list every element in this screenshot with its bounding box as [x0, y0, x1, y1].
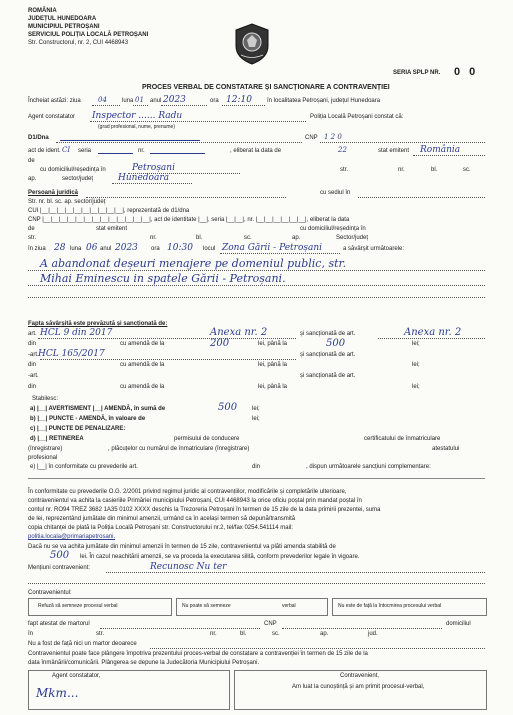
hw-fact-line-1: A abandonat deșeuri menajere pe domeniul public, str.	[40, 257, 347, 270]
cannot-sign-text-b: verbal	[282, 603, 296, 609]
sanction-a-lei: lei;	[252, 406, 260, 412]
hw-state: România	[420, 145, 461, 155]
provision-row-6-amount: cu amendă de la	[120, 384, 165, 390]
witness-bl: bl.	[240, 631, 247, 637]
provision-row-4-upto: lei, până la	[258, 362, 288, 368]
header-romania: ROMÂNIA	[28, 8, 57, 14]
header-serviciu: SERVICIUL POLIȚIA LOCALĂ PETROȘANI	[28, 32, 149, 38]
witness-nr: nr.	[210, 631, 217, 637]
provision-row-6-upto: lei, până la	[258, 384, 288, 390]
issued-by-label: de	[28, 158, 35, 164]
hw-provision-3: HCL 165/2017	[38, 349, 105, 359]
sanction-d-plates: , plăcuțelor cu numărul de înmatriculare (înregistrare)	[108, 446, 250, 452]
email-link[interactable]: politia.locala@primariapetrosani.	[28, 534, 116, 540]
witness-sc: sc.	[272, 631, 280, 637]
hw-provision-1: HCL 9 din 2017	[40, 328, 113, 338]
sanction-d-atest: atestatului	[432, 446, 460, 452]
sanction-d-reg: (înregistrare)	[28, 446, 63, 452]
witness-ap: ap.	[320, 631, 329, 637]
hw-half-amount: 500	[50, 550, 70, 561]
hw-agent: Inspector ...... Radu	[92, 111, 183, 121]
acknowledge-label: Am luat la cunoștință și am primit procesul-verbal,	[292, 684, 425, 690]
sanction-d-cert: certificatului de înmatriculare	[364, 436, 441, 442]
hw-fine-amount: 500	[218, 402, 238, 413]
offense-provided-title: Fapta săvârșită este prevăzută și sancționată de:	[28, 321, 168, 327]
provision-row-2-upto: lei, până la	[258, 341, 288, 347]
header-municipiu: MUNICIPIUL PETROȘANI	[28, 24, 100, 30]
document-title: PROCES VERBAL DE CONSTATARE ȘI SANCȚIONARE A CONTRAVENȚIEI	[142, 84, 390, 91]
series-label: SERIA SPLP NR.	[393, 70, 441, 76]
provision-row-6-din: din	[28, 384, 37, 390]
sanction-e-compl: , dispun următoarele sancțiuni complementare:	[306, 464, 431, 470]
locality-label: în localitatea Petroșani, județul Hunedoara	[267, 98, 381, 104]
concluded-on-label: Încheiat astăzi: ziua	[28, 98, 81, 104]
hw-provision-1b: Anexa nr. 2	[210, 327, 268, 338]
legal-addr-bl: bl.	[196, 235, 203, 241]
hw-offense-hour: 10:30	[167, 243, 193, 253]
complaint-text-1: Contravenientul poate face plângere împotriva prezentului proces-verbal de constatare a contravenției în termen de 15 zile de la	[28, 651, 368, 657]
hw-offense-day: 28	[54, 243, 66, 253]
hw-year: 2023	[163, 95, 186, 105]
provision-row-1-art: art.	[28, 331, 37, 337]
hw-city: Petroșani	[132, 163, 175, 173]
series-value: 0 0	[454, 66, 479, 78]
witness-domicile: domiciliul	[446, 621, 471, 627]
header-adresa: Str. Constructorul, nr. 2, CUI 4468943	[28, 40, 129, 46]
sanction-b: b) |__| PUNCTE - AMENDĂ, în valoare de	[30, 416, 146, 422]
legal-text-3: contul nr. RO94 TREZ 3682 1A35 0102 XXXX deschis la Trezoreria Petroșani în termen de 15 zile de la data primirii prezentei, suma	[28, 507, 381, 513]
issued-label: , eliberat la data de	[230, 148, 282, 154]
contra-sign-label: Contravenient,	[340, 673, 380, 679]
nr-label: nr.	[398, 167, 405, 173]
in-day-label: în ziua	[28, 246, 46, 252]
witness-str: str.	[96, 631, 105, 637]
hour-label: ora	[210, 98, 219, 104]
issued-line-state: stat emitent	[96, 226, 128, 232]
police-seal-icon	[232, 22, 272, 66]
hw-mentions: Recunosc Nu ter	[150, 562, 227, 572]
sc-label: sc.	[463, 167, 471, 173]
provision-row-3-sanct: și sancționată de art.	[300, 352, 356, 358]
witness-cnp: CNP	[264, 621, 277, 627]
hw-provision-1c: Anexa nr. 2	[404, 327, 462, 338]
hw-max-fine: 500	[326, 338, 346, 349]
complaint-text-2: data înmânării/comunicării. Plângerea se depune la Judecătoria Municipiului Petroșani.	[28, 660, 260, 666]
legal-text-2: contravenientul va achita la casieriile Primăriei municipiului Petroșani, CUI 4468943 la orice oficiu poștal prin mandat poștal în	[28, 498, 362, 504]
provision-row-2-din: din	[28, 341, 37, 347]
legal-street-line: Str. nr. bl. sc. ap. sector/județ	[28, 199, 106, 205]
legal-text-5: copia chitanței de plată la Poliția Locală Petroșani str. Constructorului nr.2, tel/fax 0254.541114 mail:	[28, 525, 293, 531]
hw-offense-month: 06	[86, 243, 98, 253]
sanction-b-lei: lei;	[252, 416, 260, 422]
legal-text-1: În conformitate cu prevederile O.G. 2/2001 privind regimul juridic al contravențiilor, modificările și completările ulterioare,	[28, 489, 347, 495]
witness-in: în	[28, 631, 34, 637]
month-label: luna	[122, 98, 134, 104]
no-witness: Nu a fost de față nici un martor deoarece	[28, 641, 137, 647]
sector-label: sector/județ	[62, 176, 94, 182]
legal-text-4: de lei, reprezentând jumătate din minimul amenzii, urmând ca în același termen să depună/transmită	[28, 516, 296, 522]
street-label: str.	[340, 167, 349, 173]
cnp-line: CNP |__|__|__|__|__|__|__|__|__|__|__|__|__|, act de identitate |__|, seria |__|__|, nr. |__|__|__|__|__|__|, eliberat la data	[28, 217, 350, 223]
refuse-sign-text: Refuză să semneze procesul verbal	[38, 603, 118, 609]
provision-row-1-sanct: și sancționată de art.	[300, 331, 356, 337]
hw-day: 04	[98, 96, 107, 104]
legal-addr-str: str.	[28, 235, 37, 241]
not-present-text: Nu este de față la întocmirea procesului verbal	[338, 603, 442, 609]
place-label: locul	[203, 246, 216, 252]
offense-year-label: anul	[100, 246, 112, 252]
provision-row-5-art: -art.	[28, 373, 39, 379]
sanction-a: a) |__| AVERTISMENT |__| AMENDĂ, în sumă de	[30, 406, 166, 412]
sanction-c: c) |__| PUNCTE DE PENALIZARE:	[30, 426, 126, 432]
hw-ci: CI	[62, 146, 71, 154]
state-label: stat emitent	[378, 148, 410, 154]
sanction-d: d) |__| RETINEREA	[30, 436, 84, 442]
dl-dna-label: D1/Dna	[28, 135, 49, 141]
year-label: anul	[150, 98, 162, 104]
stabilesc-label: Stabilesc:	[32, 396, 59, 402]
provision-row-5-sanct: și sancționată de art.	[300, 373, 356, 379]
provision-row-2-amount: cu amendă de la	[120, 341, 165, 347]
provision-row-6-lei: lei;	[412, 384, 420, 390]
hw-cnp: 1 2 0	[324, 133, 342, 141]
cannot-sign-text: Nu poate să semneze	[182, 603, 231, 609]
hw-min-fine: 200	[210, 338, 230, 349]
legal-addr-sector: Sector/județ	[336, 235, 369, 241]
hw-issue-date: 22	[338, 146, 347, 154]
legal-person-label: Persoană juridică	[28, 190, 79, 196]
cui-line: CUI |__|__|__|__|__|__|__|__|__|__|, reprezentată de d1/dna	[28, 208, 190, 214]
committed-label: a săvârșit următoarele:	[343, 246, 405, 252]
domicile-label: cu domiciliul/reședința în	[40, 167, 106, 173]
issued-line-de: de	[28, 226, 35, 232]
legal-text-7: lei. În cazul neachitării amenzii, se va proceda la executarea silită, conform prevederilor legale în vigoare.	[80, 554, 360, 560]
hw-offense-year: 2023	[115, 243, 138, 253]
provision-row-3-art: -art.	[28, 352, 39, 358]
legal-text-6: Dacă nu se va achita jumătate din minimul amenzii în termen de 15 zile, contravenientul va plăti amenda stabilită de	[28, 544, 336, 550]
hw-hour: 12:10	[226, 95, 252, 105]
hw-place: Zona Gării - Petroșani	[222, 243, 323, 253]
issued-line-domicile: cu domiciliul/reședința în	[300, 226, 366, 232]
witness-jud: jud.	[368, 631, 378, 637]
hw-month: 01	[135, 96, 144, 104]
cnp-label: CNP	[305, 135, 318, 141]
hw-agent-signature: Mkm...	[36, 686, 79, 700]
mentions-label: Mențiuni contravenient:	[28, 565, 91, 571]
legal-addr-nr: nr.	[150, 235, 157, 241]
id-nr-label: nr.	[138, 148, 145, 154]
agent-label: Agent constatator	[28, 114, 76, 120]
sanction-e: e) |__| în conformitate cu prevederile art.	[30, 464, 138, 470]
legal-addr-ap: ap.	[292, 235, 301, 241]
offense-month-label: luna	[70, 246, 82, 252]
agent-hint: (grad profesional, nume, prenume)	[98, 124, 175, 130]
contravenient-label: Contravenientul:	[28, 590, 72, 596]
header-judet: JUDEȚUL HUNEDOARA	[28, 16, 97, 22]
sanction-d-prof: profesional	[28, 455, 58, 461]
hw-fact-line-2: Mihai Eminescu in spatele Gării - Petroșani.	[40, 272, 286, 285]
bl-label: bl.	[431, 167, 438, 173]
provision-row-2-lei: lei;	[412, 341, 420, 347]
witness-label: fapt atestat de martorul	[28, 621, 90, 627]
offense-hour-label: ora	[151, 246, 160, 252]
headquarters-label: cu sediul în	[320, 190, 351, 196]
provision-row-4-din: din	[28, 362, 37, 368]
provision-row-4-amount: cu amendă de la	[120, 362, 165, 368]
ap-label: ap.	[28, 176, 37, 182]
series-field-label: seria	[78, 148, 92, 154]
legal-addr-sc: sc.	[244, 235, 252, 241]
police-label: Poliția Locală Petroșani constat că:	[310, 114, 404, 120]
id-act-label: act de ident.	[28, 148, 61, 154]
sanction-e-din: din	[252, 464, 261, 470]
agent-sign-label: Agent constatator,	[52, 673, 101, 679]
hw-county: Hunedoara	[118, 173, 169, 183]
sanction-d-license: permisului de conducere	[174, 436, 240, 442]
provision-row-4-lei: lei;	[412, 362, 420, 368]
